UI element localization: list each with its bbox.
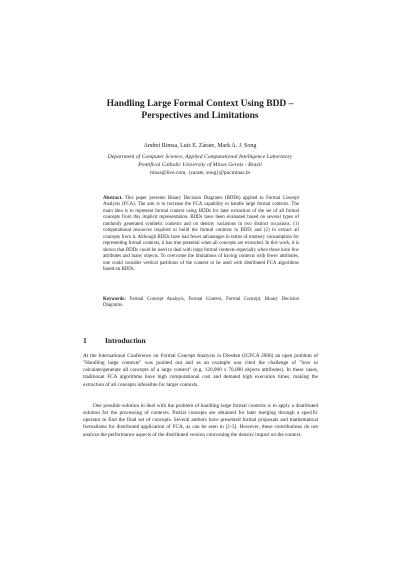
keywords-text: Formal Concept Analysis, Formal Context, Formal Concept, Binary Decision Diagrams. (103, 297, 299, 309)
author-emails: rimsa@live.com, {zarate, song}@pucminas.br (149, 170, 251, 176)
section-title: Introduction (105, 336, 146, 345)
paper-title-line-2: Perspectives and Limitations (141, 111, 259, 121)
intro-paragraph-2: One possible solution to deal with the problem of handling large formal contexts is to apply a distributed solution for the processing of contexts. Partial concepts are obtained for later merging through a specific operator to find the final set of concepts. Several authors have presented formal proposals and mathematical formalisms for distributed application of FCA, as can be seen in [1-3]. However, these contributions do not analyze the performance aspects of the distributed version concerning the density impact on the context. (83, 403, 318, 438)
section-number: 1 (83, 336, 87, 345)
section-heading (83, 336, 146, 346)
keywords (103, 297, 299, 310)
paper-title-line-1: Handling Large Formal Context Using BDD – (106, 99, 294, 109)
affiliation-line-2: Pontifical Catholic University of Minas Gerais - Brazil (138, 161, 262, 168)
authors: Andrei Rimsa, Luis E. Zárate, Mark A. J. Song (143, 143, 257, 149)
keywords-label: Keywords: (103, 297, 126, 302)
affiliation-line-1: Department of Computer Science, Applied Computational Intelligence Laboratory (107, 154, 293, 160)
abstract-text: This paper presents Binary Decision Diagrams (BDDs) applied to Formal Concept Analysis (FCA). The aim is to increase the FCA capability to handle large formal contexts. The main idea is to represent formal context using BDDs for later extraction of the set of all formal concepts from this implicit representation. BDDs have been evaluated based on several types of randomly generated synthetic contexts and on density variations in two distinct occasions: (1) computational resources required to build the formal contexts in BDD; and (2) to extract all concepts from it. Although BDDs have had fewer advantages in terms of memory consumption for representing formal contexts, it has true potential when all concepts are extracted. In this work, it is shown that BDDs could be used to deal with large formal contexts especially when those have few attributes and many objects. To overcome the limitations of having contexts with fewer attributes, one could consider vertical partitions of the context to be used with distributed FCA algorithms based on BDDs. (103, 196, 299, 272)
affiliation (60, 154, 340, 169)
intro-paragraph-1: At the International Conference on Formal Concept Analysis in Dresden (ICFCA 2006) an open problem of "Handling large contexts" was pointed out and as an example was cited the challenge of "how to calculate/generate all concepts of a large context" (e.g. 120,000 x 70,000 objects attributes). In these cases, traditional FCA algorithms have high computational cost and demand high execution times, making the extraction of all concepts infeasible for larger contexts. (83, 353, 318, 388)
abstract-label: Abstract. (103, 196, 123, 201)
abstract (103, 196, 299, 273)
